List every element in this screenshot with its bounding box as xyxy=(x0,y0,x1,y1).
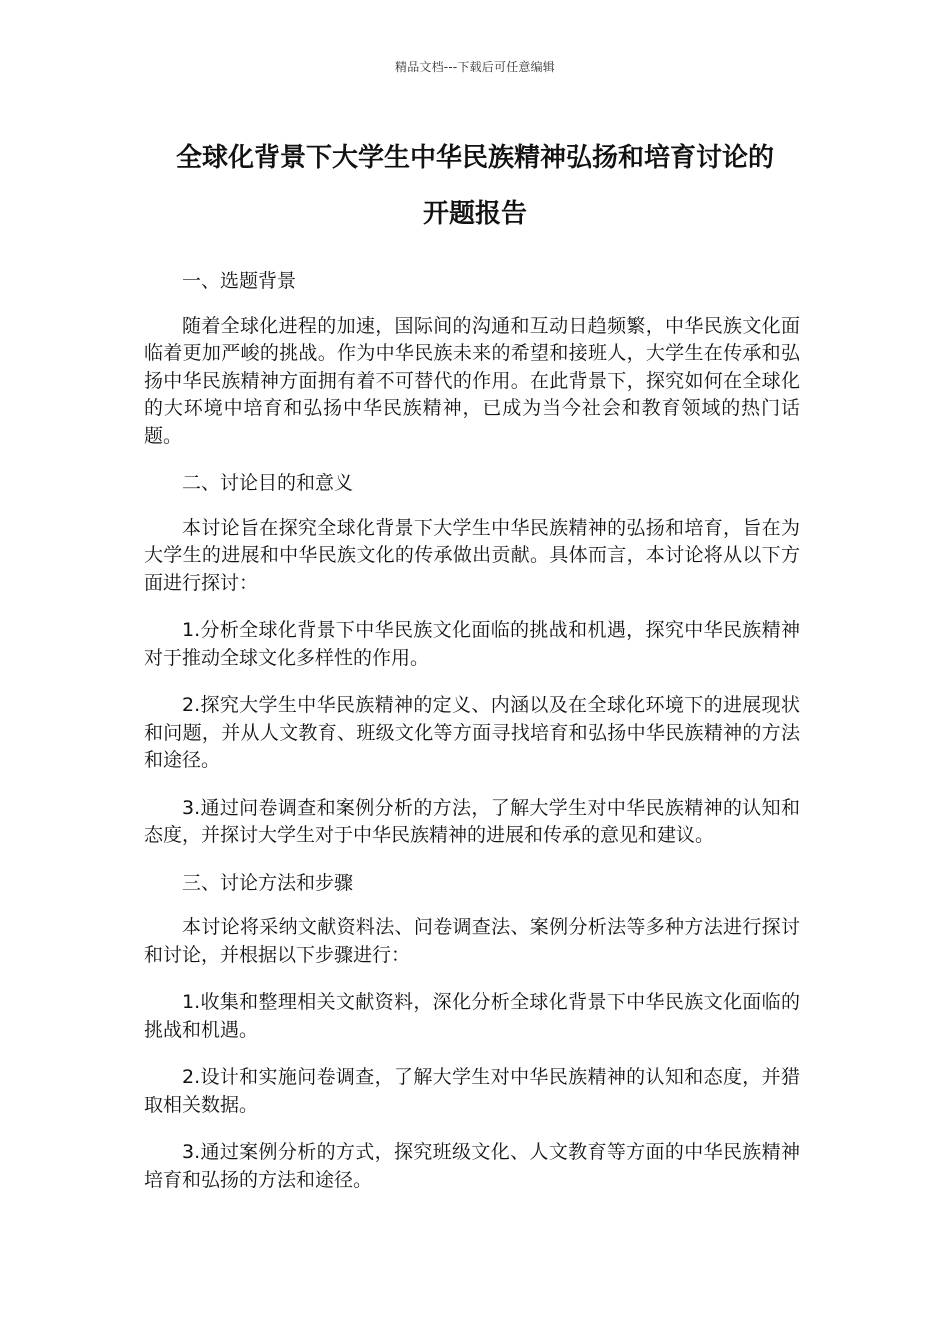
document-title-line-1: 全球化背景下大学生中华民族精神弘扬和培育讨论的 xyxy=(175,143,774,173)
document-title xyxy=(120,130,830,242)
list-item-purpose-3: 3.通过问卷调查和案例分析的方法，了解大学生对中华民族精神的认知和态度，并探讨大学生对于中华民族精神的进展和传承的意见和建议。 xyxy=(144,796,800,846)
list-item-methods-2: 2.设计和实施问卷调查，了解大学生对中华民族精神的认知和态度，并猎取相关数据。 xyxy=(144,1066,800,1116)
paragraph-purpose: 本讨论旨在探究全球化背景下大学生中华民族精神的弘扬和培育，旨在为大学生的进展和中华民族文化的传承做出贡献。具体而言，本讨论将从以下方面进行探讨： xyxy=(144,516,800,594)
paragraph-methods: 本讨论将采纳文献资料法、问卷调查法、案例分析法等多种方法进行探讨和讨论，并根据以下步骤进行： xyxy=(144,916,800,966)
document-title-line-2: 开题报告 xyxy=(422,199,527,229)
section-heading-purpose: 二、讨论目的和意义 xyxy=(182,472,354,494)
list-item-methods-3: 3.通过案例分析的方式，探究班级文化、人文教育等方面的中华民族精神培育和弘扬的方法和途径。 xyxy=(144,1141,800,1191)
header-note: 精品文档---下载后可任意编辑 xyxy=(395,60,555,74)
section-heading-methods: 三、讨论方法和步骤 xyxy=(182,871,354,894)
document-body xyxy=(144,268,800,1214)
section-heading-background: 一、选题背景 xyxy=(182,270,297,292)
list-item-purpose-1: 1.分析全球化背景下中华民族文化面临的挑战和机遇，探究中华民族精神对于推动全球文化多样性的作用。 xyxy=(144,619,800,669)
paragraph-background: 随着全球化进程的加速，国际间的沟通和互动日趋频繁，中华民族文化面临着更加严峻的挑战。作为中华民族未来的希望和接班人，大学生在传承和弘扬中华民族精神方面拥有着不可替代的作用。在此背景下，探究如何在全球化的大环境中培育和弘扬中华民族精神，已成为当今社会和教育领域的热门话题。 xyxy=(144,314,800,447)
list-item-purpose-2: 2.探究大学生中华民族精神的定义、内涵以及在全球化环境下的进展现状和问题，并从人文教育、班级文化等方面寻找培育和弘扬中华民族精神的方法和途径。 xyxy=(144,694,800,771)
list-item-methods-1: 1.收集和整理相关文献资料，深化分析全球化背景下中华民族文化面临的挑战和机遇。 xyxy=(144,991,800,1041)
